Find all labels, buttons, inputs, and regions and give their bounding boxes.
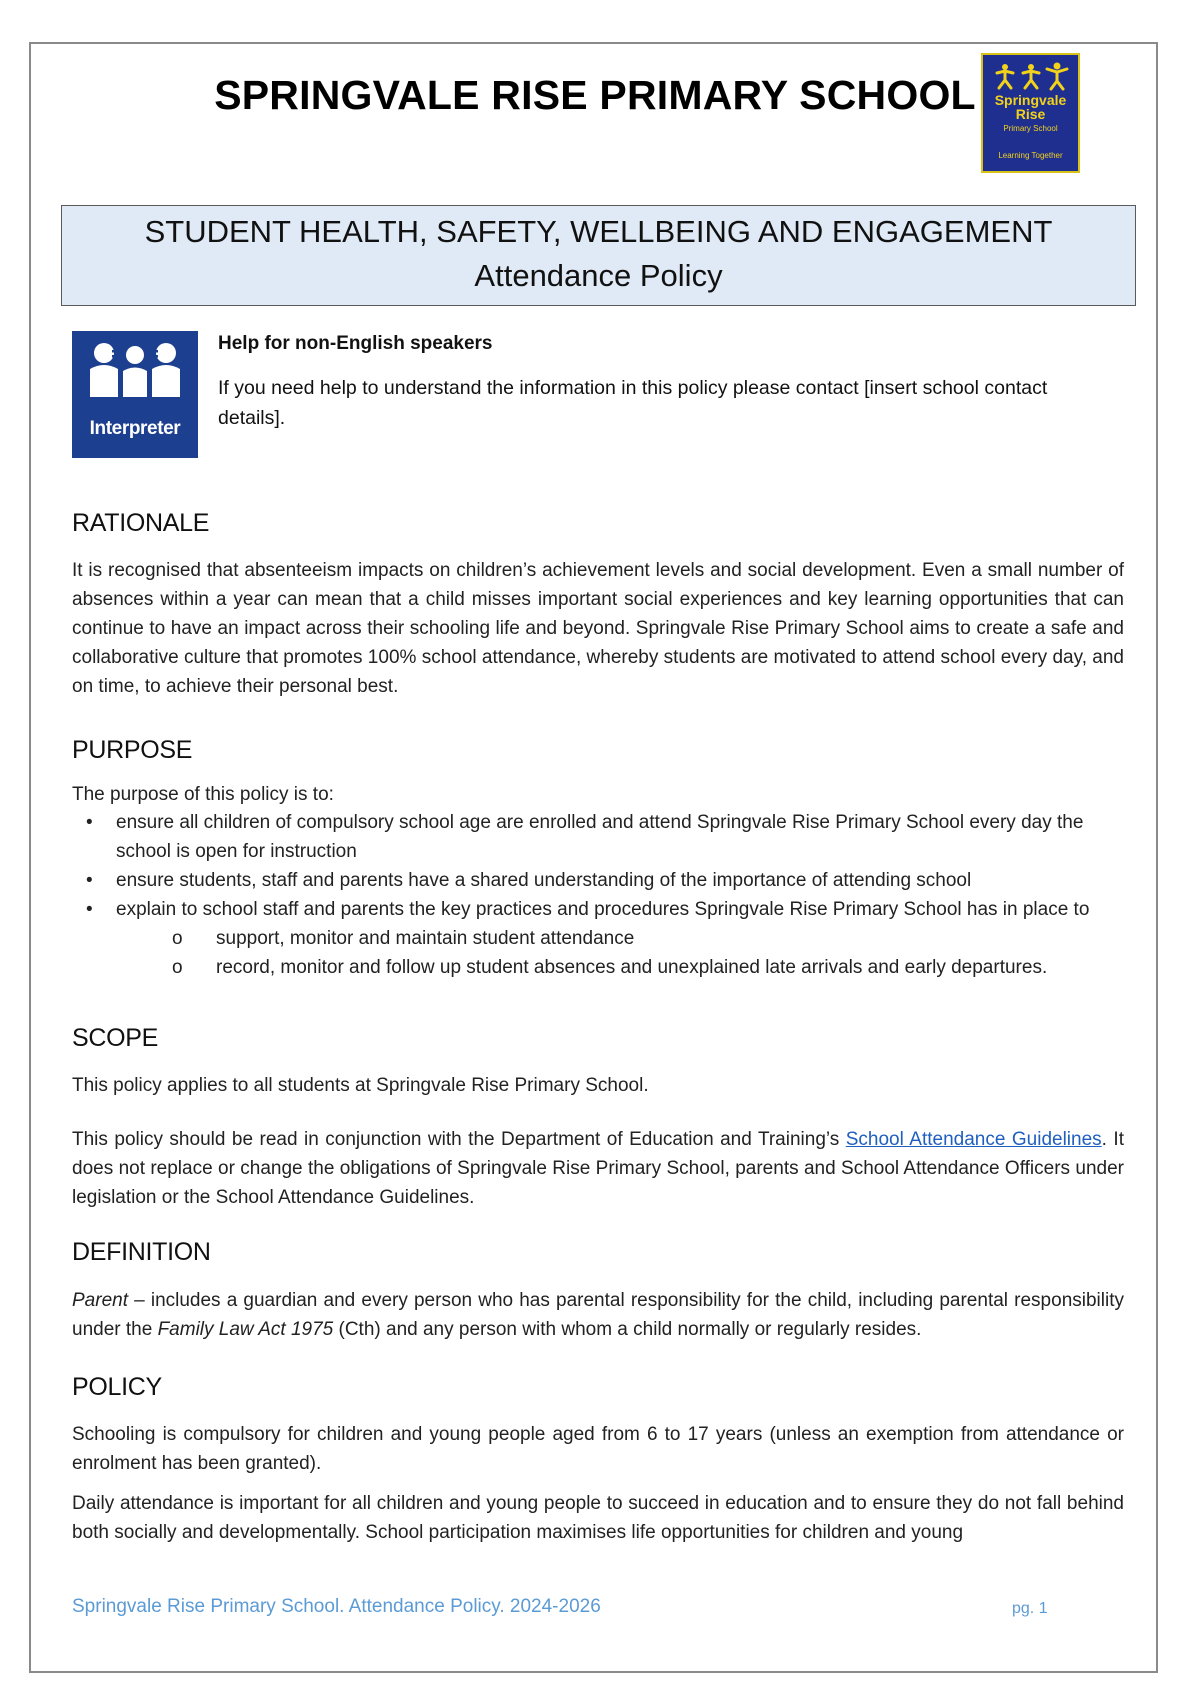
logo-line-2: Rise — [1015, 106, 1046, 122]
help-title: Help for non-English speakers — [218, 333, 493, 354]
list-item: • ensure students, staff and parents have a shared understanding of the importance of attending school — [86, 870, 972, 891]
list-item: • ensure all children of compulsory school age are enrolled and attend Springvale Rise Primary School every day the school is open for instruction — [86, 812, 1084, 862]
definition-text-a: – includes a guardian and every person who has parental responsibility for the child, including parental responsibility under the — [72, 1290, 1124, 1340]
heading-scope: SCOPE — [72, 1024, 159, 1052]
purpose-sub-list — [116, 924, 1132, 982]
list-item: • explain to school staff and parents the key practices and procedures Springvale Rise Primary School has in place to o support, monitor and maintain student attendance o record, monitor and follow up student absences and unexplained late arrivals and early departures. — [72, 895, 1132, 982]
school-attendance-guidelines-link[interactable]: School Attendance Guidelines — [845, 1129, 1102, 1150]
heading-policy: POLICY — [72, 1373, 162, 1401]
heading-purpose: PURPOSE — [72, 736, 193, 764]
sub-list-item-text: record, monitor and follow up student absences and unexplained late arrivals and early departures. — [216, 957, 1048, 978]
people-icon — [72, 331, 198, 421]
sub-list-item-text: support, monitor and maintain student attendance — [216, 928, 635, 949]
interpreter-label: Interpreter — [89, 418, 181, 439]
policy-text-1: Schooling is compulsory for children and young people aged from 6 to 17 years (unless an exemption from attendance or enrolment has been granted). — [72, 1424, 1124, 1474]
interpreter-icon — [72, 331, 198, 458]
logo-motto: Learning Together — [998, 151, 1063, 160]
purpose-intro: The purpose of this policy is to: — [72, 784, 334, 805]
school-name: SPRINGVALE RISE PRIMARY SCHOOL — [214, 72, 976, 118]
scope-text-1: This policy applies to all students at Springvale Rise Primary School. — [72, 1075, 649, 1096]
sub-list-item: o support, monitor and maintain student attendance — [172, 928, 635, 949]
list-item-text: explain to school staff and parents the key practices and procedures Springvale Rise Primary School has in place to — [116, 899, 1090, 920]
heading-rationale: RATIONALE — [72, 509, 210, 537]
purpose-list — [72, 808, 1132, 982]
scope-text-2-end: . It does not replace or change the obligations of Springvale Rise Primary School, parents and School Attendance Officers under legislation or the School Attendance Guidelines. — [72, 1129, 1124, 1208]
page-number: pg. 1 — [1012, 1600, 1048, 1617]
list-item-text: ensure all children of compulsory school age are enrolled and attend Springvale Rise Primary School every day the school is open for instruction — [116, 812, 1084, 862]
school-logo — [981, 53, 1080, 173]
definition-text-b: (Cth) and any person with whom a child normally or regularly resides. — [333, 1319, 922, 1340]
help-text: If you need help to understand the information in this policy please contact [insert school contact details]. — [218, 377, 1048, 429]
definition-term: Parent — [72, 1290, 128, 1311]
definition-text — [72, 1286, 1124, 1344]
list-item-text: ensure students, staff and parents have a shared understanding of the importance of attending school — [116, 870, 972, 891]
footer-text: Springvale Rise Primary School. Attendance Policy. 2024-2026 — [72, 1596, 601, 1617]
logo-line-3: Primary School — [1003, 124, 1058, 133]
definition-act: Family Law Act 1975 — [157, 1319, 334, 1340]
logo-line-1: Springvale — [994, 92, 1067, 108]
policy-text-2: Daily attendance is important for all children and young people to succeed in education and to ensure they do not fall behind both socially and developmentally. School participation maximises life opportunities for children and young — [72, 1493, 1124, 1543]
scope-text-2 — [72, 1125, 1124, 1212]
policy-title-box — [61, 205, 1136, 306]
sub-list-item: o record, monitor and follow up student absences and unexplained late arrivals and early departures. — [172, 957, 1048, 978]
scope-text-2-start: This policy should be read in conjunction with the Department of Education and Training’s — [72, 1129, 846, 1150]
heading-definition: DEFINITION — [72, 1238, 211, 1266]
stick-figures-icon — [993, 61, 1069, 91]
policy-category: STUDENT HEALTH, SAFETY, WELLBEING AND ENGAGEMENT — [144, 214, 1053, 249]
rationale-text: It is recognised that absenteeism impacts on children’s achievement levels and social development. Even a small number of absences within a year can mean that a child misses important social experiences and key learning opportunities that can continue to have an impact across their schooling life and beyond. Springvale Rise Primary School aims to create a safe and collaborative culture that promotes 100% school attendance, whereby students are motivated to attend school every day, and on time, to achieve their personal best. — [72, 560, 1124, 697]
policy-name: Attendance Policy — [474, 258, 723, 293]
